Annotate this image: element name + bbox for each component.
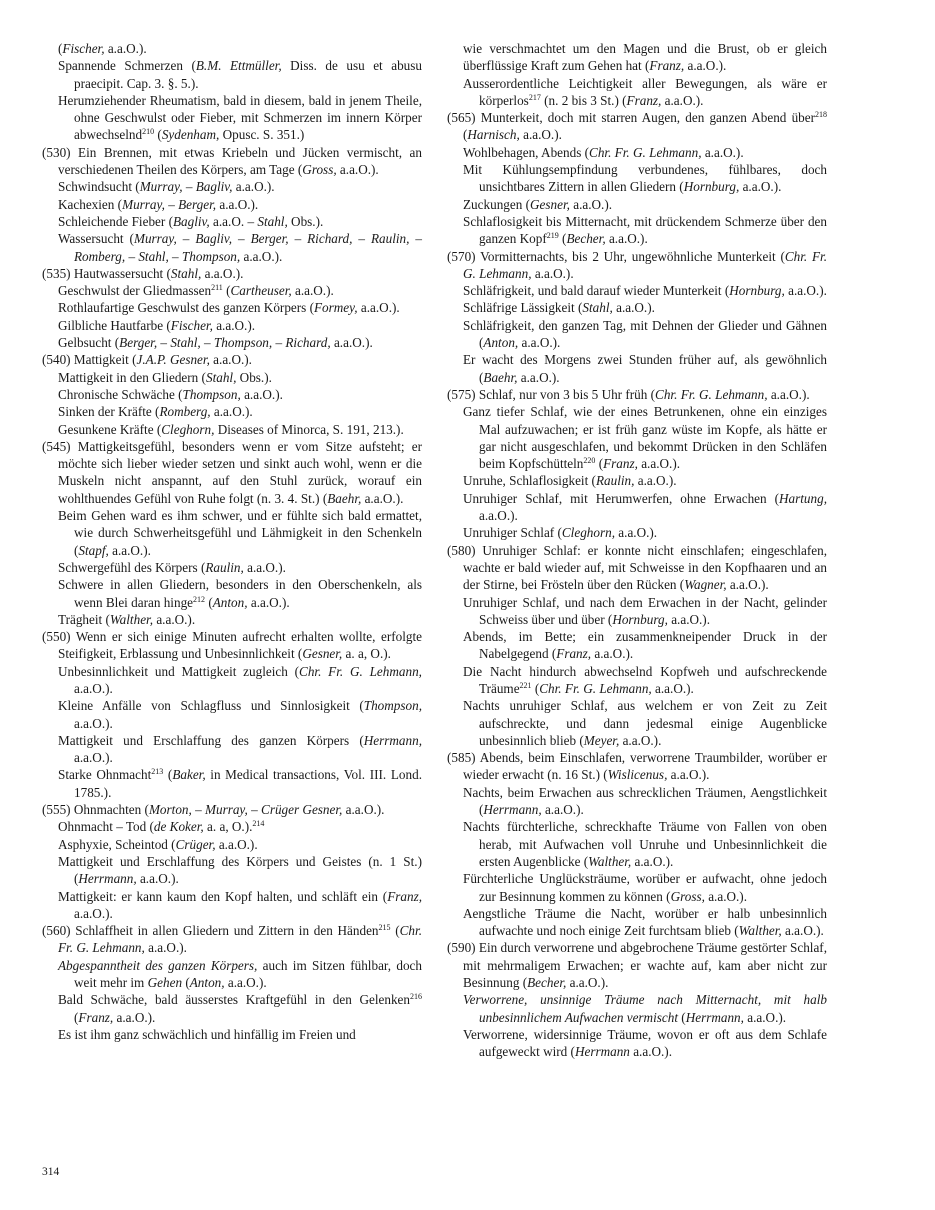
symptom-entry: Zuckungen (Gesner, a.a.O.).: [463, 196, 613, 212]
symptom-entry: Schleichende Fieber (Bagliv, a.a.O. – Stahl, Obs.).: [58, 213, 324, 229]
symptom-entry: wie verschmachtet um den Magen und die Brust, ob er gleich überflüssige Kraft zum Gehen hat (Franz, a.a.O.).: [463, 41, 827, 74]
right-column: [447, 40, 827, 1061]
symptom-entry: Nachts unruhiger Schlaf, aus welchem er von Zeit zu Zeit aufschreckte, und dann jedesmal einige Augenblicke unbesinnlich blieb (Meyer, a.a.O.).: [463, 698, 827, 748]
symptom-entry: Wohlbehagen, Abends (Chr. Fr. G. Lehmann, a.a.O.).: [463, 144, 744, 160]
numbered-entry: (585) Abends, beim Einschlafen, verworrene Traumbilder, worüber er wieder erwacht (n. 16 St.) (Wislicenus, a.a.O.).: [447, 750, 827, 783]
symptom-entry: Aengstliche Träume die Nacht, worüber er halb unbesinnlich aufwachte und noch einige Zeit furchtsam blieb (Walther, a.a.O.).: [463, 905, 827, 939]
symptom-entry: Schwere in allen Gliedern, besonders in den Oberschenkeln, als wenn Blei daran hinge$^{212}$ (Anton, a.a.O.).: [58, 577, 422, 610]
numbered-entry: (535) Hautwassersucht (Stahl, a.a.O.).: [42, 265, 244, 281]
symptom-entry: Bald Schwäche, bald äusserstes Kraftgefühl in den Gelenken$^{216}$ (Franz, a.a.O.).: [58, 992, 422, 1025]
symptom-entry: Ohnmacht – Tod (de Koker, a. a, O.).$^{214}$: [58, 819, 265, 835]
symptom-entry: Beim Gehen ward es ihm schwer, und er fühlte sich bald ermattet, wie durch Schwerheitsgefühl und Lähmigkeit in den Schenkeln (Stapf, a.a.O.).: [58, 508, 422, 558]
symptom-entry: Unbesinnlichkeit und Mattigkeit zugleich (Chr. Fr. G. Lehmann, a.a.O.).: [58, 663, 422, 696]
symptom-entry: Ausserordentliche Leichtigkeit aller Bewegungen, als wäre er körperlos$^{217}$ (n. 2 bis 3 St.) (Franz, a.a.O.).: [463, 75, 827, 108]
symptom-entry: Asphyxie, Scheintod (Crüger, a.a.O.).: [58, 836, 258, 852]
symptom-entry: Abends, im Bette; ein zusammenkneipender Druck in der Nabelgegend (Franz, a.a.O.).: [463, 629, 827, 662]
symptom-entry: Schläfrige Lässigkeit (Stahl, a.a.O.).: [463, 300, 655, 316]
symptom-entry: Unruhe, Schlaflosigkeit (Raulin, a.a.O.).: [463, 473, 677, 489]
symptom-entry: Er wacht des Morgens zwei Stunden früher auf, als gewöhnlich (Baehr, a.a.O.).: [463, 352, 827, 385]
symptom-entry: (Fischer, a.a.O.).: [58, 41, 147, 56]
numbered-entry: (555) Ohnmachten (Morton, – Murray, – Crüger Gesner, a.a.O.).: [42, 802, 385, 818]
numbered-entry: (575) Schlaf, nur von 3 bis 5 Uhr früh (Chr. Fr. G. Lehmann, a.a.O.).: [447, 386, 810, 402]
symptom-entry: Chronische Schwäche (Thompson, a.a.O.).: [58, 386, 283, 402]
symptom-entry: Trägheit (Walther, a.a.O.).: [58, 611, 196, 627]
symptom-entry: Sinken der Kräfte (Romberg, a.a.O.).: [58, 404, 253, 420]
left-column: [42, 40, 422, 1043]
numbered-entry: (550) Wenn er sich einige Minuten aufrecht erhalten wollte, erfolgte Steifigkeit, Erblassung und Unbesinnlichkeit (Gesner, a. a, O.).: [42, 629, 422, 662]
numbered-entry: (560) Schlaffheit in allen Gliedern und Zittern in den Händen$^{215}$ (Chr. Fr. G. Lehmann, a.a.O.).: [42, 923, 422, 956]
symptom-entry: Nachts, beim Erwachen aus schrecklichen Träumen, Aengstlichkeit (Herrmann, a.a.O.).: [463, 784, 827, 818]
symptom-entry: Wassersucht (Murray, – Bagliv, – Berger, – Richard, – Raulin, – Romberg, – Stahl, – Thompson, a.a.O.).: [58, 231, 422, 264]
symptom-entry: Unruhiger Schlaf, und nach dem Erwachen in der Nacht, gelinder Schweiss über und über (Hornburg, a.a.O.).: [463, 594, 827, 627]
symptom-entry: Spannende Schmerzen (B.M. Ettmüller, Diss. de usu et abusu praecipit. Cap. 3. §. 5.).: [58, 58, 422, 91]
page-number: 314: [42, 1166, 60, 1178]
symptom-entry: Ganz tiefer Schlaf, wie der eines Betrunkenen, ohne ein einziges Mal aufzuwachen; er ist früh ganz wüste im Kopfe, als hätte er gar nicht ausgeschlafen, und bekommt Drücken in den Schläfen beim Kopfschütteln$^{220}$ (Franz, a.a.O.).: [463, 404, 827, 472]
symptom-entry: Schwindsucht (Murray, – Bagliv, a.a.O.).: [58, 179, 275, 195]
symptom-entry: Gilbliche Hautfarbe (Fischer, a.a.O.).: [58, 317, 256, 333]
symptom-entry: Abgespanntheit des ganzen Körpers, auch im Sitzen fühlbar, doch weit mehr im Gehen (Anton, a.a.O.).: [58, 957, 422, 991]
numbered-entry: (545) Mattigkeitsgefühl, besonders wenn er vom Sitze aufsteht; er möchte sich lieber wieder setzen und sinkt auch wohl, wenn er die Muskeln nicht anspannt, auf den Stuhl zurück, worauf ein wohlthuendes Gefühl von Ruhe folgt (n. 3. 4. St.) (Baehr, a.a.O.).: [42, 438, 422, 506]
symptom-entry: Mattigkeit: er kann kaum den Kopf halten, und schläft ein (Franz, a.a.O.).: [58, 888, 422, 921]
symptom-entry: Schläfrigkeit, und bald darauf wieder Munterkeit (Hornburg, a.a.O.).: [463, 283, 827, 299]
numbered-entry: (565) Munterkeit, doch mit starren Augen, den ganzen Abend über$^{218}$ (Harnisch, a.a.O.).: [447, 110, 827, 143]
symptom-entry: Mit Kühlungsempfindung verbundenes, fühlbares, doch unsichtbares Zittern in allen Gliedern (Hornburg, a.a.O.).: [463, 162, 827, 195]
symptom-entry: Gelbsucht (Berger, – Stahl, – Thompson, – Richard, a.a.O.).: [58, 335, 373, 351]
symptom-entry: Schläfrigkeit, den ganzen Tag, mit Dehnen der Glieder und Gähnen (Anton, a.a.O.).: [463, 317, 827, 351]
symptom-entry: Kleine Anfälle von Schlagfluss und Sinnlosigkeit (Thompson, a.a.O.).: [58, 698, 422, 731]
numbered-entry: (590) Ein durch verworrene und abgebrochene Träume gestörter Schlaf, mit mehrmaligem Erwachen; er wachte auf, kam aber nicht zur Besinnung (Becher, a.a.O.).: [447, 940, 827, 991]
symptom-entry: Es ist ihm ganz schwächlich und hinfällig im Freien und: [58, 1026, 356, 1042]
symptom-entry: Nachts fürchterliche, schreckhafte Träume von Fallen von oben herab, mit Aufwachen voll Unruhe und Unbesinnlichkeit die ersten Augenblicke (Walther, a.a.O.).: [463, 819, 827, 869]
symptom-entry: Fürchterliche Unglücksträume, worüber er aufwacht, ohne jedoch zur Besinnung kommen zu können (Gross, a.a.O.).: [463, 871, 827, 904]
symptom-entry: Die Nacht hindurch abwechselnd Kopfweh und aufschreckende Träume$^{221}$ (Chr. Fr. G. Lehmann, a.a.O.).: [463, 663, 827, 696]
symptom-entry: Geschwulst der Gliedmassen$^{211}$ (Cartheuser, a.a.O.).: [58, 283, 334, 299]
numbered-entry: (540) Mattigkeit (J.A.P. Gesner, a.a.O.).: [42, 352, 252, 368]
symptom-entry: Mattigkeit und Erschlaffung des Körpers und Geistes (n. 1 St.) (Herrmann, a.a.O.).: [58, 853, 422, 887]
symptom-entry: Kachexien (Murray, – Berger, a.a.O.).: [58, 196, 259, 212]
numbered-entry: (580) Unruhiger Schlaf: er konnte nicht einschlafen; eingeschlafen, wachte er bald wieder auf, mit Schweisse in den Kopfhaaren und an der Stirne, bei Frösteln über den Rücken (Wagner, a.a.O.).: [447, 542, 827, 593]
symptom-entry: Verworrene, unsinnige Träume nach Mitternacht, mit halb unbesinnlichem Aufwachen vermischt (Herrmann, a.a.O.).: [463, 992, 827, 1025]
symptom-entry: Schwergefühl des Körpers (Raulin, a.a.O.).: [58, 559, 286, 575]
symptom-entry: Verworrene, widersinnige Träume, wovon er oft aus dem Schlafe aufgeweckt wird (Herrmann a.a.O.).: [463, 1026, 827, 1060]
numbered-entry: (530) Ein Brennen, mit etwas Kriebeln und Jücken vermischt, an verschiedenen Theilen des Körpers, am Tage (Gross, a.a.O.).: [42, 144, 422, 178]
symptom-entry: Unruhiger Schlaf (Cleghorn, a.a.O.).: [463, 525, 658, 541]
symptom-entry: Mattigkeit und Erschlaffung des ganzen Körpers (Herrmann, a.a.O.).: [58, 732, 422, 766]
symptom-entry: Herumziehender Rheumatism, bald in diesem, bald in jenem Theile, ohne Geschwulst oder Fieber, mit Schmerzen im innern Körper abwechselnd$^{210}$ (Sydenham, Opusc. S. 351.): [58, 92, 422, 143]
symptom-entry: Rothlaufartige Geschwulst des ganzen Körpers (Formey, a.a.O.).: [58, 300, 400, 316]
symptom-entry: Gesunkene Kräfte (Cleghorn, Diseases of Minorca, S. 191, 213.).: [58, 421, 404, 437]
symptom-entry: Unruhiger Schlaf, mit Herumwerfen, ohne Erwachen (Hartung, a.a.O.).: [463, 490, 827, 524]
symptom-entry: Mattigkeit in den Gliedern (Stahl, Obs.).: [58, 369, 272, 385]
symptom-entry: Starke Ohnmacht$^{213}$ (Baker, in Medical transactions, Vol. III. Lond. 1785.).: [58, 767, 422, 800]
numbered-entry: (570) Vormitternachts, bis 2 Uhr, ungewöhnliche Munterkeit (Chr. Fr. G. Lehmann, a.a.O.).: [447, 248, 827, 281]
symptom-entry: Schlaflosigkeit bis Mitternacht, mit drückendem Schmerze über den ganzen Kopf$^{219}$ (Becher, a.a.O.).: [463, 213, 827, 247]
